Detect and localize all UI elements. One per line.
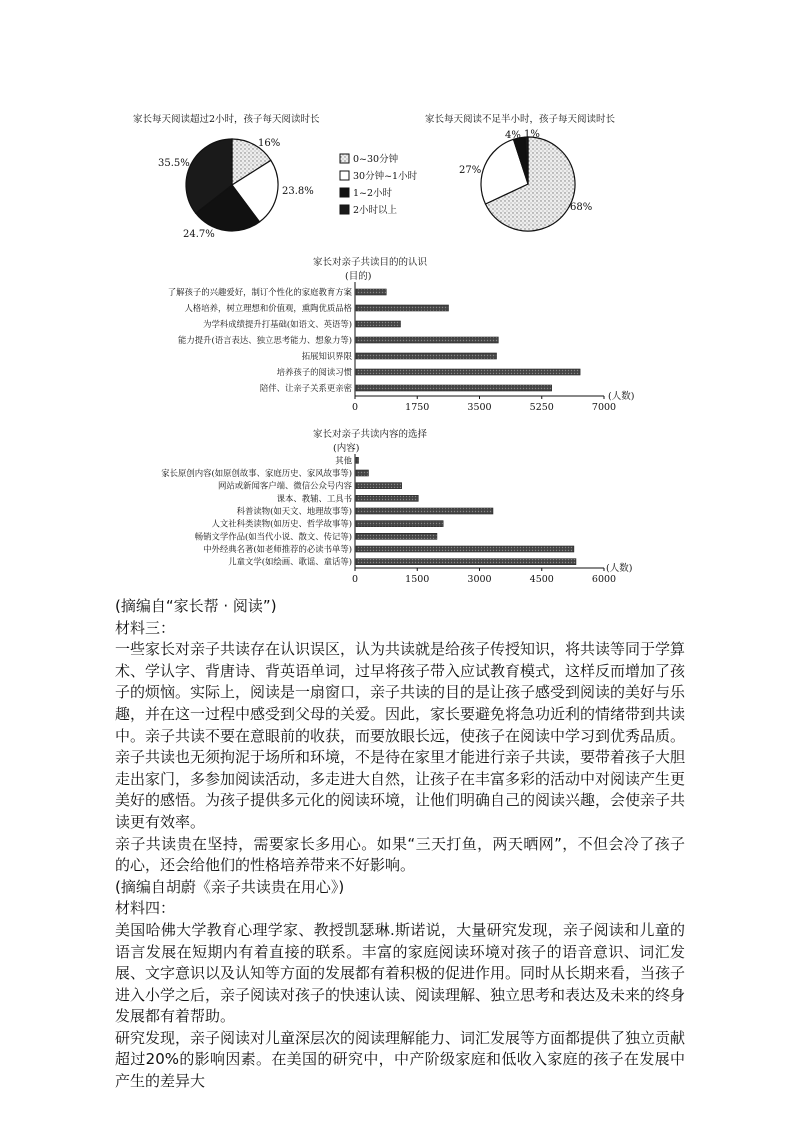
pie-chart-2 (425, 113, 616, 231)
bar1-title: 家长对亲子共读目的的认识 (313, 257, 428, 268)
bar1-xlabel: (人数) (608, 391, 635, 402)
bar2-bar (356, 533, 437, 539)
bar1-category-label: 拓展知识界限 (301, 351, 352, 361)
bar2-title: 家长对亲子共读内容的选择 (313, 429, 428, 440)
bar2-category-label: 家长原创内容(如原创故事、家庭历史、家风故事等) (161, 468, 352, 478)
bar2-ylabel: (内容) (333, 443, 360, 454)
material-4-heading: 材料四： (115, 899, 176, 918)
pie2-label-2: 4% (505, 130, 521, 141)
bar2-ticks (352, 568, 616, 585)
source-note-1: (摘编自“家长帮 · 阅读”) (115, 597, 277, 615)
bar2-bar (356, 508, 493, 514)
document-text (115, 596, 685, 1093)
bar-chart-purpose (168, 256, 635, 413)
legend-swatch-3 (340, 205, 349, 214)
bar1-category-label: 为学科成绩提升打基础(如语文、英语等) (203, 319, 352, 329)
bar1-tick-label: 0 (351, 402, 359, 413)
bar1-bar (356, 305, 448, 311)
pie1-label-0: 16% (258, 138, 281, 149)
pie1-label-3: 35.5% (158, 158, 190, 169)
legend-swatch-0 (340, 154, 349, 163)
material-4-paragraph-1: 美国哈佛大学教育心理学家、教授凯瑟琳.斯诺说，大量研究发现，亲子阅读和儿童的语言发展在短期内有着直接的联系。丰富的家庭阅读环境对孩子的语音意识、词汇发展、文字意识以及认知等方面的发展都有着积极的促进作用。同时从长期来看，当孩子进入小学之后，亲子阅读对孩子的快速认读、阅读理解、独立思考和表达及未来的终身发展都有着帮助。 (115, 920, 686, 1026)
bar2-category-label: 其他 (335, 455, 352, 466)
pie-legend (340, 153, 418, 216)
bar2-bar (356, 483, 402, 489)
bar2-category-label: 畅销文学作品(如当代小说、散文、传记等) (194, 531, 352, 542)
bar2-bar (356, 457, 358, 463)
pie2-label-1: 27% (459, 165, 482, 176)
bar1-bar (356, 321, 400, 327)
material-4-paragraph-2: 研究发现，亲子阅读对儿童深层次的阅读理解能力、词汇发展等方面都提供了独立贡献超过20%的影响因素。在美国的研究中，中产阶级家庭和低收入家庭的孩子在发展中产生的差异大 (115, 1028, 686, 1091)
bar2-category-label: 中外经典名著(如老师推荐的必读书单等) (203, 544, 352, 554)
pie1-slices (186, 138, 281, 231)
legend-swatch-2 (340, 188, 349, 197)
bar1-category-labels (168, 287, 353, 393)
bar2-tick-label: 6000 (591, 574, 617, 585)
material-3-heading: 材料三： (115, 618, 176, 637)
legend-label-1: 30分钟~1小时 (353, 171, 418, 182)
bar1-bar (356, 289, 386, 295)
bar2-tick-label: 0 (351, 574, 359, 585)
bar1-ticks (352, 396, 616, 413)
bar2-tick-label: 1500 (405, 574, 430, 585)
pie1-label-1: 23.8% (282, 186, 314, 197)
bar1-tick-label: 5250 (529, 402, 554, 413)
bar2-xlabel: (人数) (606, 563, 633, 574)
bar2-category-label: 人文社科类读物(如历史、哲学故事等) (211, 518, 352, 529)
pie2-label-3: 1% (524, 129, 540, 140)
bar2-category-label: 科普读物(如天文、地理故事等) (236, 506, 352, 516)
bar1-category-label: 陪伴、让亲子关系更亲密 (259, 383, 352, 393)
bar1-category-label: 培养孩子的阅读习惯 (276, 367, 352, 377)
bar2-category-labels (161, 455, 352, 566)
source-note-2: (摘编自胡蔚《亲子共读贵在用心》) (115, 877, 345, 896)
bar2-bar (356, 521, 443, 527)
pie2-title: 家长每天阅读不足半小时，孩子每天阅读时长 (425, 114, 616, 125)
legend-swatch-1 (340, 171, 349, 180)
bar2-category-label: 课本、教辅、工具书 (276, 493, 352, 504)
bar1-category-label: 能力提升(语言表达、独立思考能力、想象力等) (177, 335, 352, 345)
bar1-bar (356, 385, 552, 391)
bar2-tick-label: 3000 (467, 574, 492, 585)
material-3-paragraph-3: 亲子共读贵在坚持，需要家长多用心。如果“三天打鱼，两天晒网”，不但会冷了孩子的心，还会给他们的性格培养带来不好影响。 (115, 834, 685, 875)
pie2-label-0: 68% (570, 202, 593, 213)
bar1-tick-label: 7000 (591, 402, 617, 413)
bar1-bar (356, 337, 498, 343)
pie1-title: 家长每天阅读超过2小时，孩子每天阅读时长 (133, 114, 320, 125)
bar1-tick-label: 1750 (405, 402, 430, 413)
bar1-category-label: 了解孩子的兴趣爱好，制订个性化的家庭教育方案 (167, 287, 352, 297)
bar1-bars (356, 289, 580, 391)
pie1-label-2: 24.7% (183, 229, 215, 240)
pie-chart-1 (133, 113, 320, 240)
legend-label-0: 0~30分钟 (353, 154, 399, 165)
bar2-tick-label: 4500 (529, 574, 554, 585)
pie2-slices (481, 137, 575, 231)
bar1-tick-label: 3500 (467, 402, 492, 413)
legend-label-2: 1~2小时 (353, 188, 393, 199)
bar1-ylabel: (目的) (345, 271, 372, 282)
legend-label-3: 2小时以上 (353, 205, 398, 216)
bar2-bar (356, 559, 576, 565)
bar2-bar (356, 495, 418, 501)
bar2-bar (356, 546, 574, 552)
bar2-bar (356, 470, 368, 476)
bar2-bars (356, 457, 576, 564)
bar1-bar (356, 353, 497, 359)
material-3-paragraph-1: 一些家长对亲子共读存在认识误区，认为共读就是给孩子传授知识，将共读等同于学算术、学认字、背唐诗、背英语单词，过早将孩子带入应试教育模式，这样反而增加了孩子的烦恼。实际上，阅读是一扇窗口，亲子共读的目的是让孩子感受到阅读的美好与乐趣，并在这一过程中感受到父母的关爱。因此，家长要避免将急功近利的情绪带到共读中。亲子共读不要在意眼前的收获，而要放眼长远，使孩子在阅读中学习到优秀品质。 (115, 640, 686, 745)
bar1-category-label: 人格培养，树立理想和价值观，熏陶优质品格 (184, 303, 352, 313)
bar-chart-content (161, 428, 632, 585)
material-3-paragraph-2: 亲子共读也无须拘泥于场所和环境，不是待在家里才能进行亲子共读，要带着孩子大胆走出家门，多参加阅读活动，多走进大自然，让孩子在丰富多彩的活动中对阅读产生更美好的感悟。为孩子提供多元化的阅读环境，让他们明确自己的阅读兴趣，会使亲子共读更有效率。 (115, 748, 686, 831)
bar2-category-label: 儿童文学(如绘画、歌谣、童话等) (228, 556, 352, 567)
bar2-category-label: 网站或新闻客户端、微信公众号内容 (218, 480, 352, 491)
bar1-bar (356, 369, 580, 375)
